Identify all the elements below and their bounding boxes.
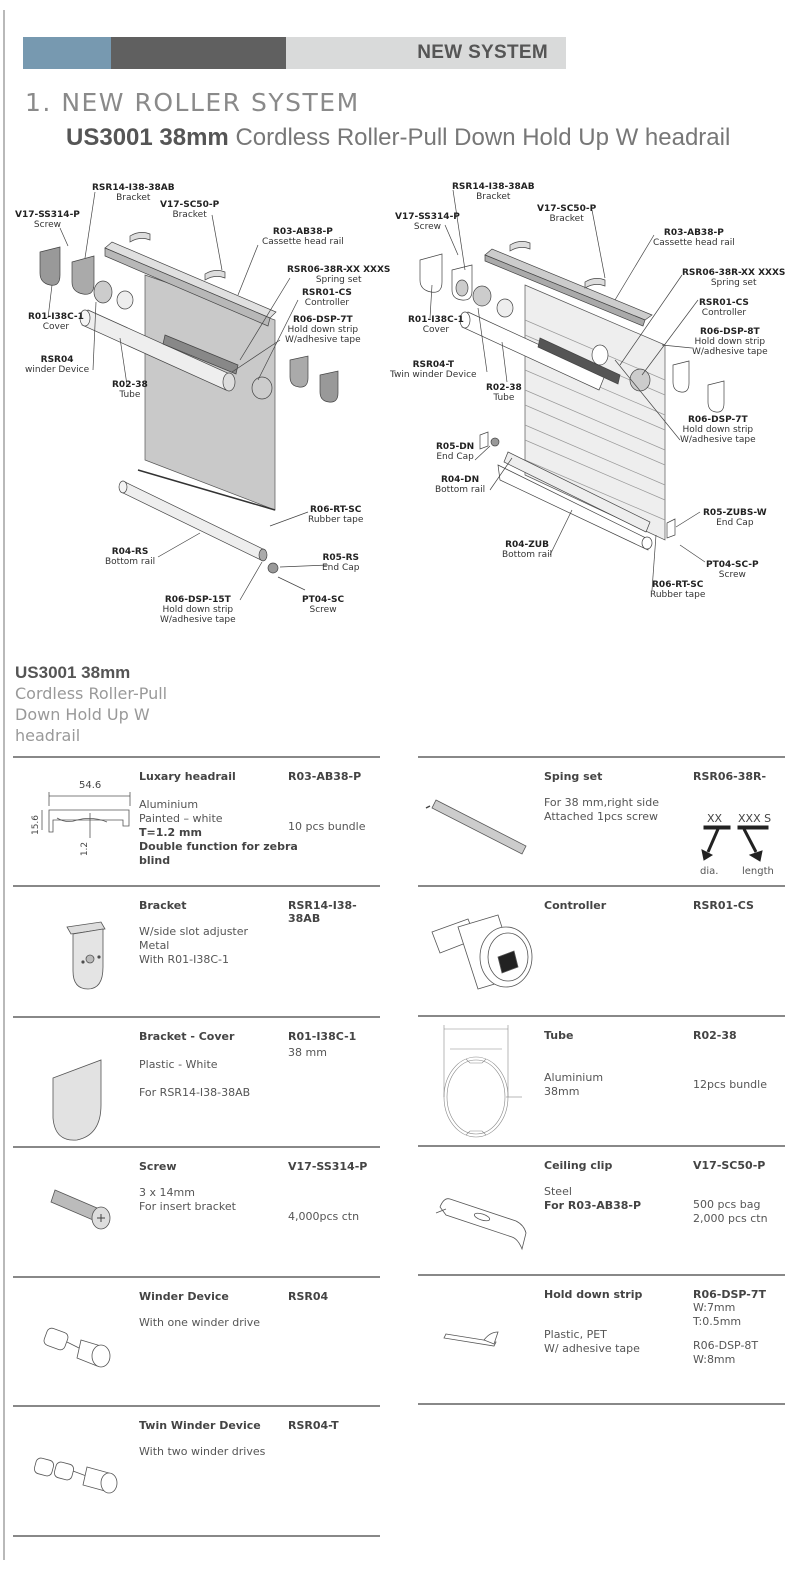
part-code: V17-SC50-P (693, 1159, 766, 1172)
label-length: length (742, 866, 774, 877)
part-name: Winder Device (139, 1290, 229, 1303)
callout-r05-zubs-r: R05-ZUBS-W End Cap (703, 508, 767, 528)
callout-r06-dsp-15t: R06-DSP-15T Hold down strip W/adhesive tape (160, 595, 236, 625)
part-code: RSR01-CS (693, 899, 754, 912)
callout-r04-dn-r: R04-DN Bottom rail (435, 475, 486, 495)
callout-rsr04-t-r: RSR04-T Twin winder Device (390, 360, 477, 380)
callout-r05-rs: R05-RS End Cap (322, 553, 360, 573)
part-qty: 500 pcs bag 2,000 pcs ctn (693, 1198, 768, 1225)
callout-r01-i38c: R01-I38C-1 Cover (28, 312, 84, 332)
callout-r01-i38c-r: R01-I38C-1 Cover (408, 315, 464, 335)
ceiling-clip-icon (418, 1147, 544, 1281)
code-breakdown (698, 810, 788, 880)
callout-rsr14-r: RSR14-I38-38AB Bracket (452, 182, 535, 202)
callout-rsr01-cs-r: RSR01-CS Controller (699, 298, 749, 318)
diagram-right-drawing (390, 170, 800, 610)
part-qty: W:7mm T:0.5mm R06-DSP-8T W:8mm (693, 1301, 759, 1366)
subtitle-line-1: Cordless Roller-Pull (15, 684, 168, 703)
twin-winder-device-icon (13, 1407, 139, 1541)
part-desc: Aluminium Painted – white T=1.2 mm Double function for zebra blind (139, 798, 298, 867)
part-code: R02-38 (693, 1029, 737, 1042)
part-controller (418, 885, 785, 1017)
product-subtitle (15, 663, 215, 746)
callout-v17-ss314-r: V17-SS314-P Screw (395, 212, 460, 232)
table-bottom-rule-right (418, 1403, 785, 1405)
product-title (66, 124, 730, 152)
part-name: Screw (139, 1160, 177, 1173)
part-code: R06-DSP-7T (693, 1288, 766, 1301)
part-twin-winder-device (13, 1405, 380, 1537)
callout-r03-ab38: R03-AB38-P Cassette head rail (262, 227, 344, 247)
part-tube (418, 1015, 785, 1147)
callout-rsr04: RSR04 winder Device (25, 355, 90, 375)
product-title-bold: US3001 38mm (66, 124, 229, 151)
callout-v17-sc50-r: V17-SC50-P Bracket (537, 204, 597, 224)
callout-r06-rt-sc-r: R06-RT-SC Rubber tape (650, 580, 706, 600)
exploded-diagram-right (390, 170, 800, 610)
callout-rsr14: RSR14-I38-38AB Bracket (92, 183, 175, 203)
part-desc: Steel For R03-AB38-P (544, 1185, 642, 1212)
part-desc: Plastic, PET W/ adhesive tape (544, 1328, 640, 1355)
subtitle-line-2: Down Hold Up W (15, 705, 150, 724)
code-part-dia: XX (707, 812, 723, 825)
part-name: Ceiling clip (544, 1159, 613, 1172)
part-qty: 10 pcs bundle (288, 820, 366, 833)
tube-profile-drawing (418, 1017, 544, 1151)
callout-r04-rs: R04-RS Bottom rail (105, 547, 156, 567)
callout-r06-dsp-7t: R06-DSP-7T Hold down strip W/adhesive tape (285, 315, 361, 345)
dim-width: 54.6 (79, 780, 102, 791)
spring-set-icon (418, 758, 544, 890)
part-name: Bracket (139, 899, 187, 912)
section-title: NEW ROLLER SYSTEM (61, 88, 360, 117)
callout-r04-zub-r: R04-ZUB Bottom rail (502, 540, 553, 560)
part-code: R03-AB38-P (288, 770, 362, 783)
callout-pt04-sc: PT04-SC Screw (302, 595, 345, 615)
part-name: Controller (544, 899, 607, 912)
callout-r06-rt-sc: R06-RT-SC Rubber tape (308, 505, 364, 525)
part-desc: With two winder drives (139, 1445, 266, 1458)
part-bracket-cover (13, 1016, 380, 1148)
part-name: Luxary headrail (139, 770, 236, 783)
callout-pt04-sc-p-r: PT04-SC-P Screw (706, 560, 759, 580)
callout-r02-38: R02-38 Tube (112, 380, 148, 400)
exploded-diagram-left (0, 170, 400, 630)
part-desc: For 38 mm,right side Attached 1pcs screw (544, 796, 659, 823)
part-name: Tube (544, 1029, 574, 1042)
part-code: RSR14-I38-38AB (288, 899, 357, 925)
part-code-extra: 38 mm (288, 1046, 327, 1059)
dim-thickness: 1.2 (80, 841, 91, 857)
screw-icon (13, 1148, 139, 1282)
product-title-rest: Cordless Roller-Pull Down Hold Up W headrail (235, 124, 731, 151)
headrail-profile-drawing (13, 758, 139, 890)
part-desc: W/side slot adjuster Metal With R01-I38C-1 (139, 925, 249, 966)
part-code: RSR04-T (288, 1419, 339, 1432)
part-hold-down-strip (418, 1274, 785, 1406)
callout-rsr06-r: RSR06-38R-XX XXXS Spring set (682, 268, 786, 288)
callout-r06-dsp-8t-r: R06-DSP-8T Hold down strip W/adhesive tape (692, 327, 768, 357)
section-number: 1. (25, 88, 52, 117)
part-code: RSR04 (288, 1290, 329, 1303)
controller-icon (418, 887, 544, 1021)
callout-r05-dn-r: R05-DN End Cap (436, 442, 475, 462)
part-luxary-headrail (13, 756, 380, 886)
callout-v17-ss314: V17-SS314-P Screw (15, 210, 80, 230)
part-winder-device (13, 1276, 380, 1408)
section-heading (25, 88, 360, 117)
callout-r02-38-r: R02-38 Tube (486, 383, 522, 403)
bracket-icon (13, 887, 139, 1021)
part-desc: With one winder drive (139, 1316, 261, 1329)
part-code: RSR06-38R- (693, 770, 767, 783)
hold-down-strip-icon (418, 1276, 544, 1410)
part-qty: 4,000pcs ctn (288, 1210, 360, 1223)
part-name: Hold down strip (544, 1288, 643, 1301)
part-desc: Plastic - White (139, 1058, 218, 1071)
part-bracket (13, 885, 380, 1017)
banner-blue-block (23, 37, 111, 69)
label-dia: dia. (700, 866, 719, 877)
part-name: Sping set (544, 770, 603, 783)
part-screw (13, 1146, 380, 1278)
part-name: Bracket - Cover (139, 1030, 235, 1043)
part-name: Twin Winder Device (139, 1419, 261, 1432)
dim-height: 15.6 (31, 814, 42, 836)
part-desc-2: For RSR14-I38-38AB (139, 1086, 251, 1099)
part-code: R01-I38C-1 (288, 1030, 357, 1043)
callout-r06-dsp-7t-r: R06-DSP-7T Hold down strip W/adhesive tape (680, 415, 756, 445)
callout-rsr01-cs: RSR01-CS Controller (302, 288, 352, 308)
part-desc: Aluminium 38mm (544, 1071, 604, 1098)
part-spring-set (418, 756, 785, 886)
section-banner (23, 37, 566, 69)
callout-r03-ab38-r: R03-AB38-P Cassette head rail (653, 228, 735, 248)
part-code: V17-SS314-P (288, 1160, 368, 1173)
bracket-cover-icon (13, 1018, 139, 1152)
part-qty: 12pcs bundle (693, 1078, 767, 1091)
part-desc: 3 x 14mm For insert bracket (139, 1186, 236, 1213)
callout-v17-sc50: V17-SC50-P Bracket (160, 200, 220, 220)
banner-label: NEW SYSTEM (286, 37, 566, 69)
code-part-length: XXX S (738, 812, 772, 825)
part-ceiling-clip (418, 1145, 785, 1277)
subtitle-bold: US3001 38mm (15, 663, 131, 682)
callout-rsr06: RSR06-38R-XX XXXS Spring set (287, 265, 391, 285)
subtitle-line-3: headrail (15, 726, 81, 745)
winder-device-icon (13, 1278, 139, 1412)
banner-dark-block (111, 37, 286, 69)
table-bottom-rule-left (13, 1535, 380, 1537)
